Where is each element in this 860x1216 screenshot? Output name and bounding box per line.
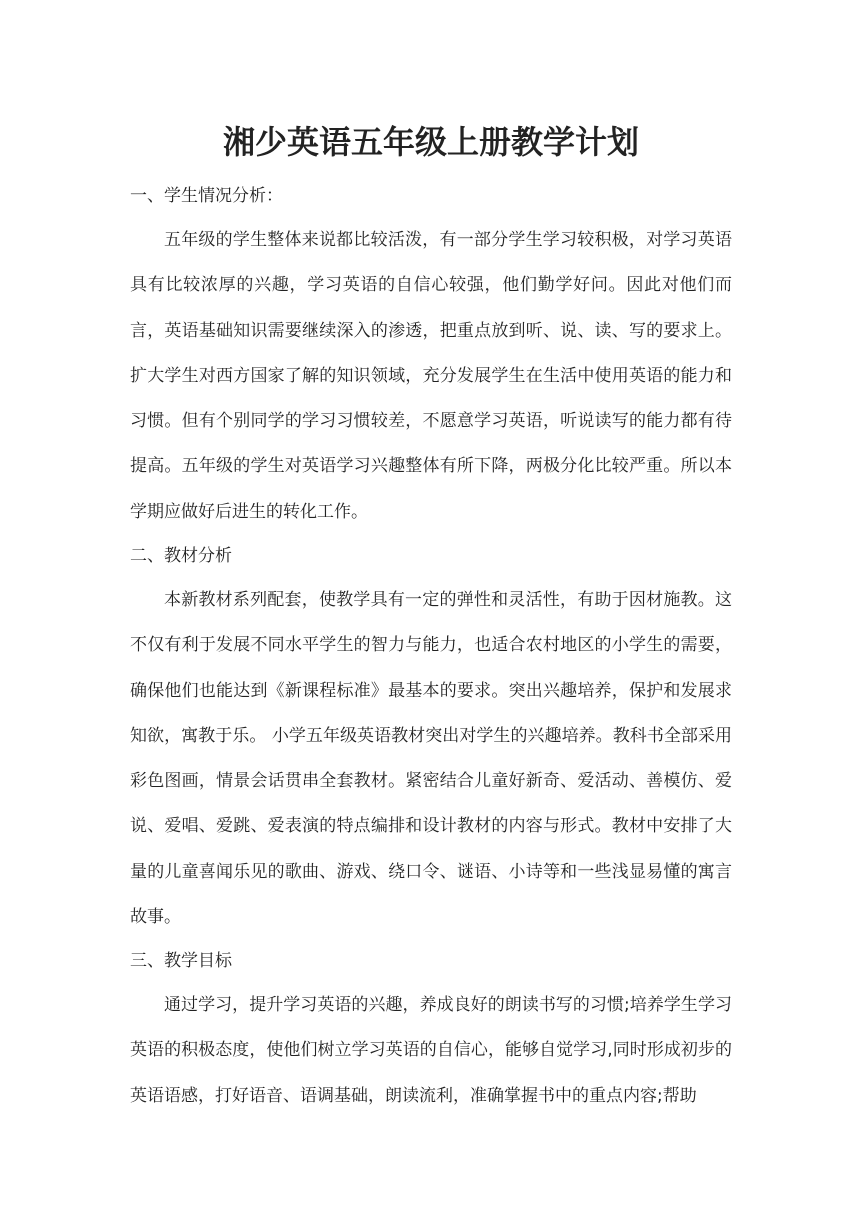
document-page: [130, 0, 732, 1106]
section-heading-textbook-analysis: 二、教材分析: [130, 546, 232, 566]
section-paragraph-teaching-goals: 通过学习，提升学习英语的兴趣，养成良好的朗读书写的习惯;培养学生学习英语的积极态度，使他们树立学习英语的自信心，能够自觉学习,同时形成初步的英语语感，打好语音、语调基础，朗读流利，准确掌握书中的重点内容;帮助: [130, 995, 732, 1106]
section-heading-student-analysis: 一、学生情况分析：: [130, 186, 283, 206]
section-paragraph-student-analysis: 五年级的学生整体来说都比较活泼，有一部分学生学习较积极，对学习英语具有比较浓厚的兴趣，学习英语的自信心较强，他们勤学好问。因此对他们而言，英语基础知识需要继续深入的渗透，把重点放到听、说、读、写的要求上。 扩大学生对西方国家了解的知识领域，充分发展学生在生活中使用英语的能力和习惯。但有个别同学的学习习惯较差，不愿意学习英语，听说读写的能力都有待提高。五年级的学生对英语学习兴趣整体有所下降，两极分化比较严重。所以本学期应做好后进生的转化工作。: [130, 230, 732, 522]
section-heading-teaching-goals: 三、教学目标: [130, 951, 232, 971]
document-title: 湘少英语五年级上册教学计划: [222, 123, 639, 161]
section-paragraph-textbook-analysis: 本新教材系列配套，使教学具有一定的弹性和灵活性，有助于因材施教。这不仅有利于发展不同水平学生的智力与能力，也适合农村地区的小学生的需要，确保他们也能达到《新课程标准》最基本的要求。突出兴趣培养，保护和发展求知欲，寓教于乐。 小学五年级英语教材突出对学生的兴趣培养。教科书全部采用彩色图画，情景会话贯串全套教材。紧密结合儿童好新奇、爱活动、善模仿、爱说、爱唱、爱跳、爱表演的特点编排和设计教材的内容与形式。教材中安排了大量的儿童喜闻乐见的歌曲、游戏、绕口令、谜语、小诗等和一些浅显易懂的寓言故事。: [130, 590, 732, 928]
